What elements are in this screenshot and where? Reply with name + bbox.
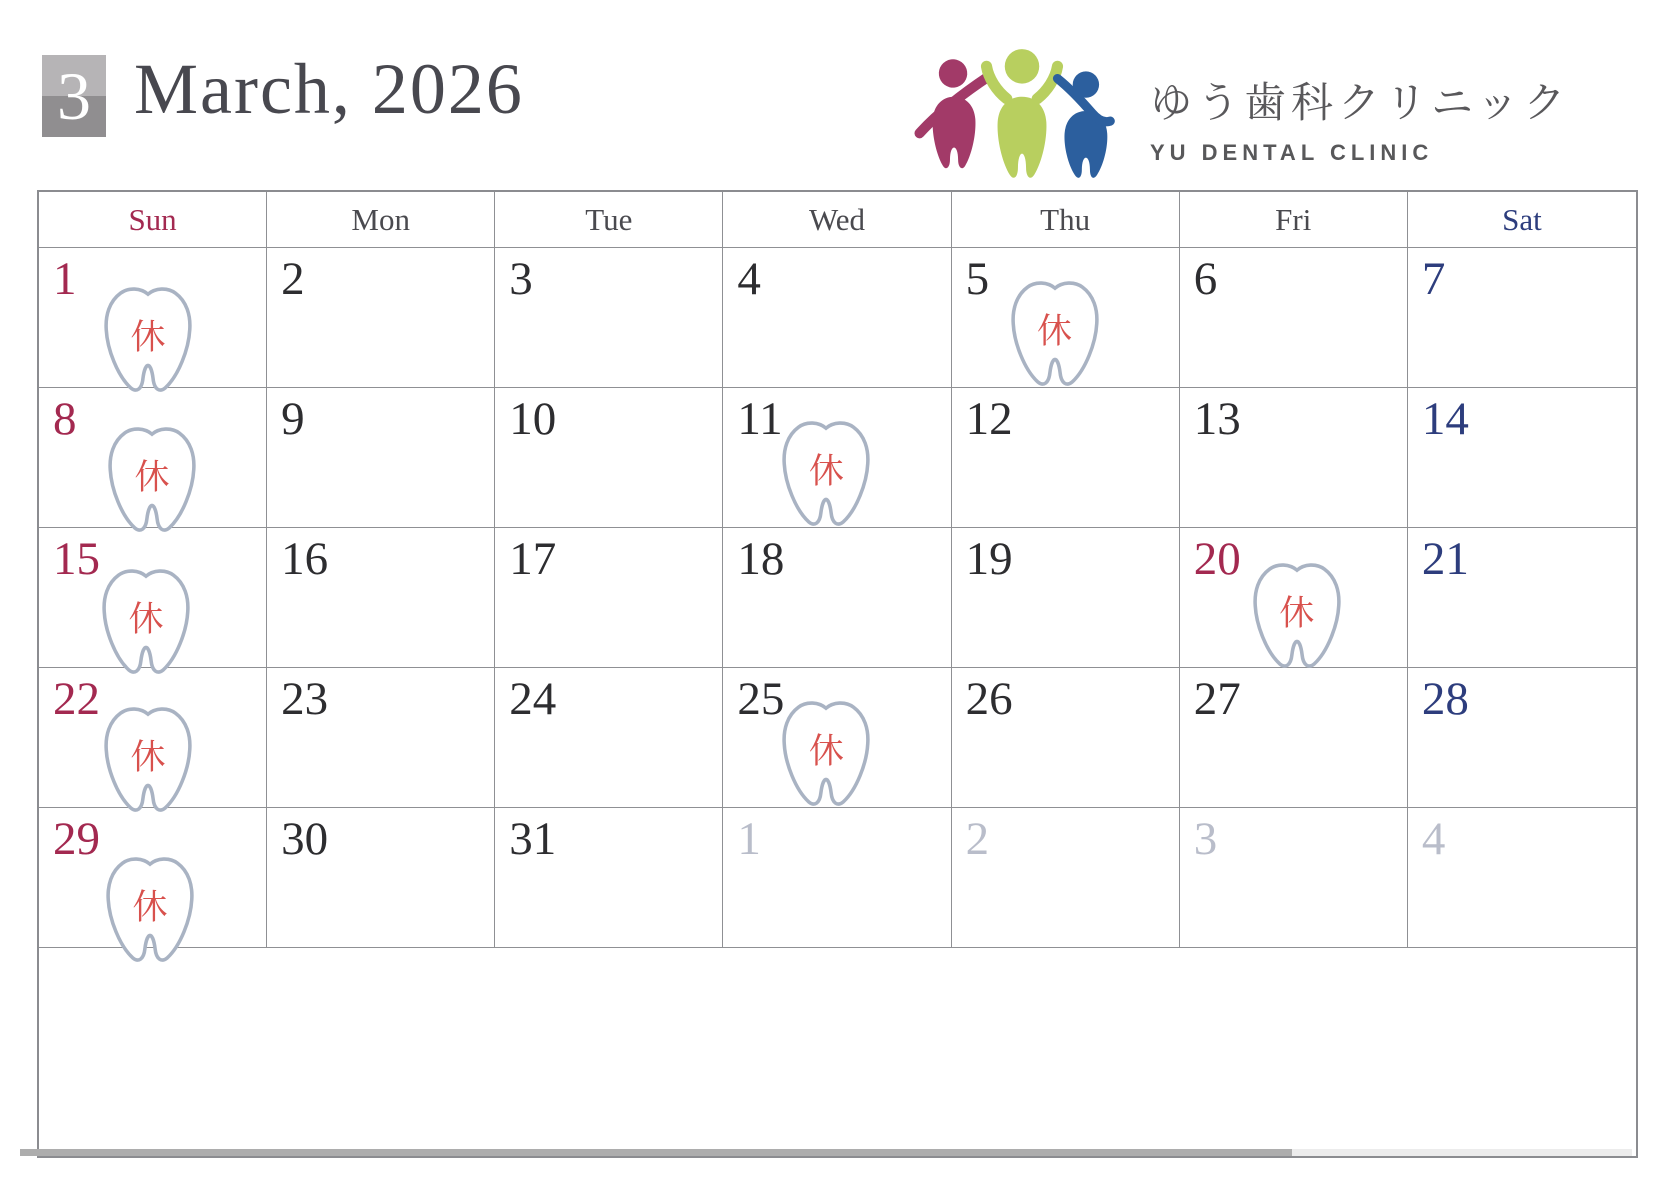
closed-day-label: 休 xyxy=(128,600,164,639)
day-cell-16 xyxy=(267,528,495,667)
day-number: 31 xyxy=(509,813,557,865)
closed-day-label: 休 xyxy=(808,452,844,491)
day-cell-8 xyxy=(39,388,267,527)
day-cell-14 xyxy=(1408,388,1636,527)
clinic-name-block xyxy=(1150,70,1570,166)
weekday-header-row xyxy=(39,192,1636,247)
day-number: 26 xyxy=(965,673,1013,725)
day-number: 3 xyxy=(1193,813,1218,865)
day-cell-25 xyxy=(723,668,951,807)
day-number: 2 xyxy=(281,253,305,305)
closed-day-label: 休 xyxy=(134,458,170,497)
day-number: 11 xyxy=(737,393,783,445)
day-cell-26 xyxy=(952,668,1180,807)
day-number: 19 xyxy=(965,533,1013,585)
day-number: 28 xyxy=(1421,673,1469,725)
day-cell-next-4 xyxy=(1408,808,1636,947)
weekday-header-sun: Sun xyxy=(39,192,267,247)
day-cell-20 xyxy=(1180,528,1408,667)
day-number: 4 xyxy=(1421,813,1446,865)
day-cell-27 xyxy=(1180,668,1408,807)
closed-day-tooth-icon xyxy=(99,854,201,966)
week-row xyxy=(39,527,1636,667)
clinic-logo xyxy=(912,42,1570,184)
day-number: 23 xyxy=(281,673,329,725)
day-number: 29 xyxy=(53,813,100,865)
people-figures-icon xyxy=(912,42,1132,184)
day-number: 18 xyxy=(737,533,785,585)
day-number: 30 xyxy=(281,813,329,865)
day-cell-23 xyxy=(267,668,495,807)
day-number: 22 xyxy=(53,673,100,725)
day-number: 2 xyxy=(965,813,990,865)
day-number: 12 xyxy=(965,393,1013,445)
weekday-header-tue: Tue xyxy=(495,192,723,247)
day-cell-next-2 xyxy=(952,808,1180,947)
day-number: 3 xyxy=(509,253,533,305)
day-number: 1 xyxy=(737,813,761,865)
weekday-header-mon: Mon xyxy=(267,192,495,247)
closed-day-label: 休 xyxy=(1037,312,1073,351)
day-number: 1 xyxy=(53,253,77,305)
closed-day-label: 休 xyxy=(132,888,168,927)
day-cell-13 xyxy=(1180,388,1408,527)
day-number: 5 xyxy=(965,253,990,305)
day-number: 16 xyxy=(281,533,329,585)
day-cell-6 xyxy=(1180,248,1408,387)
weeks-container xyxy=(39,247,1636,947)
weekday-header-wed: Wed xyxy=(723,192,951,247)
day-number: 4 xyxy=(737,253,761,305)
closed-day-tooth-icon xyxy=(1004,278,1106,390)
day-cell-7 xyxy=(1408,248,1636,387)
day-cell-30 xyxy=(267,808,495,947)
day-number: 14 xyxy=(1421,393,1469,445)
day-number: 20 xyxy=(1193,533,1241,585)
clinic-name-japanese: ゆう歯科クリニック xyxy=(1150,79,1571,126)
day-cell-19 xyxy=(952,528,1180,667)
day-cell-2 xyxy=(267,248,495,387)
day-cell-12 xyxy=(952,388,1180,527)
scrollbar-track[interactable] xyxy=(20,1149,1632,1156)
day-cell-31 xyxy=(495,808,723,947)
closed-day-tooth-icon xyxy=(97,704,199,816)
day-number: 13 xyxy=(1193,393,1241,445)
day-cell-22 xyxy=(39,668,267,807)
month-number-badge xyxy=(42,55,106,137)
week-row xyxy=(39,247,1636,387)
day-cell-5 xyxy=(952,248,1180,387)
day-cell-21 xyxy=(1408,528,1636,667)
closed-day-label: 休 xyxy=(808,732,844,771)
clinic-name-english: YU DENTAL CLINIC xyxy=(1150,140,1434,165)
day-number: 15 xyxy=(53,533,100,585)
weekday-header-fri: Fri xyxy=(1180,192,1408,247)
day-cell-24 xyxy=(495,668,723,807)
weekday-header-sat: Sat xyxy=(1502,201,1542,237)
day-cell-3 xyxy=(495,248,723,387)
notes-area xyxy=(39,947,1636,1156)
week-row xyxy=(39,387,1636,527)
day-number: 25 xyxy=(737,673,785,725)
day-cell-next-3 xyxy=(1180,808,1408,947)
day-cell-18 xyxy=(723,528,951,667)
week-row xyxy=(39,807,1636,947)
closed-day-tooth-icon xyxy=(101,424,203,536)
day-cell-11 xyxy=(723,388,951,527)
day-cell-1 xyxy=(39,248,267,387)
day-cell-15 xyxy=(39,528,267,667)
day-cell-10 xyxy=(495,388,723,527)
day-cell-17 xyxy=(495,528,723,667)
day-cell-9 xyxy=(267,388,495,527)
page-title: March, 2026 xyxy=(134,49,524,129)
day-number: 17 xyxy=(509,533,557,585)
scrollbar-thumb[interactable] xyxy=(20,1149,1292,1156)
closed-day-tooth-icon xyxy=(97,284,199,396)
day-number: 7 xyxy=(1421,253,1446,305)
day-cell-4 xyxy=(723,248,951,387)
month-number: 3 xyxy=(57,58,91,134)
day-number: 8 xyxy=(53,393,77,445)
day-number: 24 xyxy=(509,673,557,725)
closed-day-tooth-icon xyxy=(775,698,877,810)
day-cell-next-1 xyxy=(723,808,951,947)
closed-day-tooth-icon xyxy=(95,566,197,678)
calendar-grid xyxy=(37,190,1638,1158)
day-number: 21 xyxy=(1421,533,1469,585)
day-number: 27 xyxy=(1193,673,1241,725)
week-row xyxy=(39,667,1636,807)
day-cell-29 xyxy=(39,808,267,947)
closed-day-tooth-icon xyxy=(775,418,877,530)
day-number: 9 xyxy=(281,393,305,445)
day-cell-28 xyxy=(1408,668,1636,807)
closed-day-label: 休 xyxy=(130,738,166,777)
day-number: 6 xyxy=(1193,253,1218,305)
weekday-header-thu: Thu xyxy=(952,192,1180,247)
closed-day-tooth-icon xyxy=(1246,560,1348,672)
closed-day-label: 休 xyxy=(1279,594,1315,633)
closed-day-label: 休 xyxy=(130,318,166,357)
day-number: 10 xyxy=(509,393,557,445)
